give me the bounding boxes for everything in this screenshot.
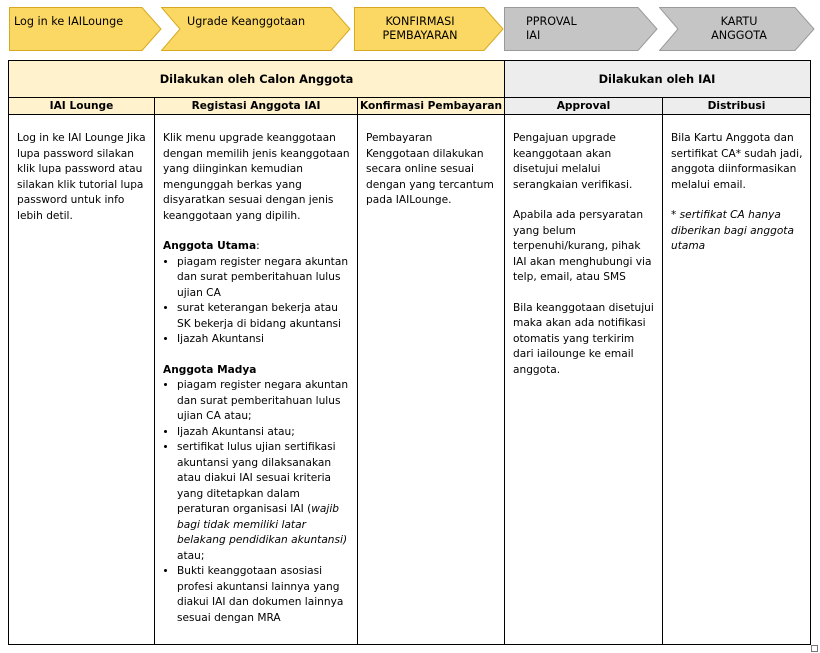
flow-step-label: KARTU ANGGOTA: [711, 15, 767, 42]
list-item: • Ijazah Akuntansi: [177, 332, 351, 348]
process-table: [8, 60, 811, 645]
column-header-label: IAI Lounge: [49, 100, 114, 112]
list-item: • Bukti keanggotaan asosiasi profesi akuntansi lainnya yang diakui IAI dan dokumen lainnya sesuai dengan MRA: [177, 564, 351, 626]
flow-step-label: Log in ke IAILounge: [14, 15, 124, 28]
cell-approval: [505, 125, 662, 378]
list-item: • Ijazah Akuntansi atau;: [177, 425, 351, 441]
distribusi-note: * sertifikat CA hanya diberikan bagi anggota utama: [671, 209, 794, 252]
cell-konfirmasi: [358, 125, 504, 209]
column-header-registrasi: [155, 98, 357, 114]
approval-text-1: Pengajuan upgrade keanggotaan akan disetujui melalui serangkaian verifikasi.: [513, 132, 633, 191]
approval-text-3: Bila keanggotaan disetujui maka akan ada notifikasi otomatis yang terkirim dari iailounge ke email anggota.: [513, 301, 654, 376]
lounge-text: Log in ke IAI Lounge Jika lupa password silakan klik lupa password atau silakan klik tutorial lupa password untuk info lebih detil.: [17, 132, 146, 222]
cell-registrasi: Klik menu upgrade keanggotaan dengan memilih jenis keanggotaan yang diinginkan kemudian mengunggah berkas yang disyaratkan sesuai dengan jenis keanggotaan yang dipilih. Anggota Utama: • piagam register negara akuntan dan surat pemberitahuan lulus ujian CA • surat keterangan bekerja atau SK bekerja di bidang akuntansi • Ijazah Akuntansi Anggota Madya • piagam register negara akuntan dan surat pemberitahuan lulus ujian CA atau; • Ijazah Akuntansi atau; • sertifikat lulus ujian sertifikasi akuntansi yang dilaksanakan atau diakui IAI sesuai kriteria yang ditetapkan dalam peraturan organisasi IAI (wajib bagi tidak memiliki latar belakang pendidikan akuntansi) atau; • Bukti keanggotaan asosiasi profesi akuntansi lainnya yang diakui IAI dan dokumen lainnya sesuai dengan MRA: [155, 125, 357, 626]
flow-step-label: PPROVAL IAI: [526, 15, 577, 42]
flow-step-kartu: [659, 7, 815, 51]
divider: [9, 114, 810, 115]
list-item-tail: atau;: [177, 549, 205, 562]
approval-text-2: Apabila ada persyaratan yang belum terpenuhi/kurang, pihak IAI akan menghubungi via telp, email, atau SMS: [513, 209, 652, 283]
column-header-approval: [505, 98, 662, 114]
group-header-iai-label: Dilakukan oleh IAI: [598, 72, 716, 86]
flow-step-label: KONFIRMASI PEMBAYARAN: [382, 15, 458, 42]
anggota-madya-title: Anggota Madya: [163, 363, 257, 376]
group-header-iai: [504, 61, 810, 97]
column-header-label: Distribusi: [707, 100, 766, 112]
group-header-candidate: [9, 61, 504, 97]
cell-distribusi: [663, 125, 810, 255]
konfirmasi-text: Pembayaran Kenggotaan dilakukan secara online sesuai dengan yang tercantum pada IAILounge.: [366, 132, 494, 206]
list-item: • piagam register negara akuntan dan surat pemberitahuan lulus ujian CA: [177, 255, 351, 302]
column-header-konfirmasi: [358, 98, 504, 114]
distribusi-text: Bila Kartu Anggota dan sertifikat CA* sudah jadi, anggota diinformasikan melalui email.: [671, 132, 803, 191]
list-item: • piagam register negara akuntan dan surat pemberitahuan lulus ujian CA atau;: [177, 378, 351, 425]
list-item: [177, 440, 351, 564]
list-item: • surat keterangan bekerja atau SK bekerja di bidang akuntansi: [177, 301, 351, 332]
list-item-text: sertifikat lulus ujian sertifikasi akuntansi yang dilaksanakan atau diakui IAI sesuai kriteria yang ditetapkan dalam peraturan organisasi IAI (: [177, 441, 336, 515]
flow-step-upgrade: [161, 7, 351, 51]
chevron-shape: [161, 7, 351, 51]
anggota-utama-title: Anggota Utama: [163, 240, 257, 252]
chevron-shape: [9, 7, 162, 51]
registrasi-intro: Klik menu upgrade keanggotaan dengan memilih jenis keanggotaan yang diinginkan kemudian mengunggah berkas yang disyaratkan sesuai dengan jenis keanggotaan yang dipilih.: [163, 132, 350, 222]
column-header-iai-lounge: [9, 98, 154, 114]
flow-step-login: [9, 7, 162, 51]
flow-step-label: Ugrade Keanggotaan: [187, 15, 306, 28]
group-header-candidate-label: Dilakukan oleh Calon Anggota: [159, 72, 354, 86]
anggota-utama-list: [163, 255, 351, 348]
column-header-distribusi: [663, 98, 810, 114]
list-item-italic-note: wajib bagi tidak memiliki latar belakang pendidikan akuntansi): [177, 503, 348, 546]
flow-step-approval: [504, 7, 658, 51]
divider: [9, 97, 810, 98]
column-header-label: Approval: [556, 100, 611, 112]
anggota-madya-list: [163, 378, 351, 626]
flow-step-konfirmasi: [354, 7, 504, 51]
column-header-label: Konfirmasi Pembayaran: [359, 100, 503, 112]
resize-handle: [811, 645, 818, 652]
column-header-label: Registasi Anggota IAI: [191, 100, 321, 112]
cell-iai-lounge: [9, 125, 154, 224]
